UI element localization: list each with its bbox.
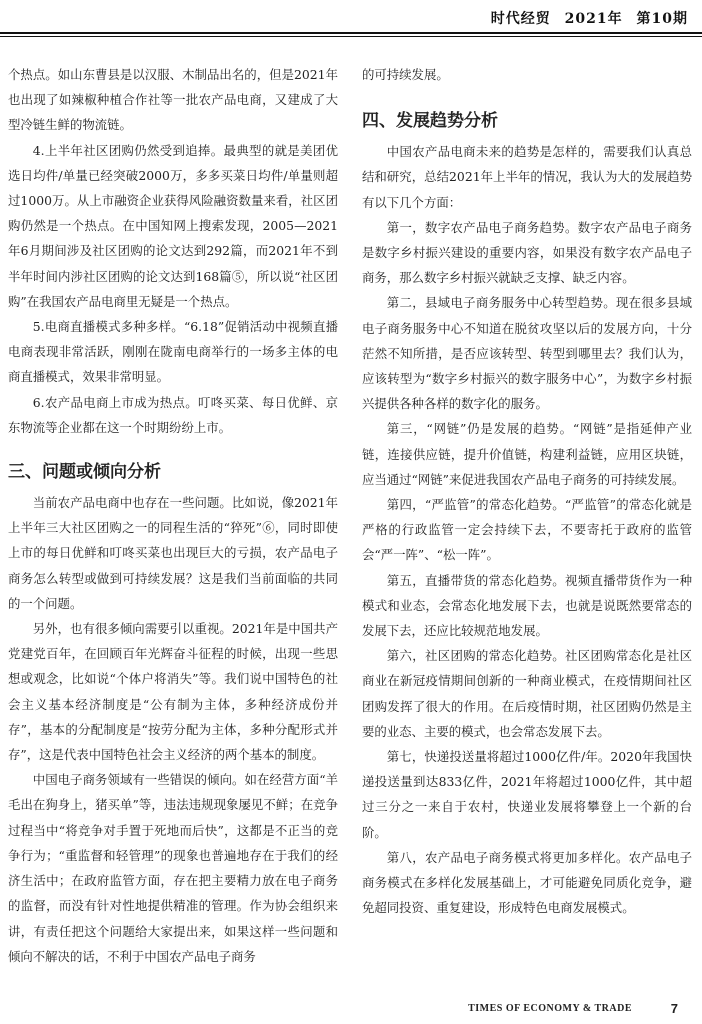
header-rule: [0, 32, 702, 34]
section-heading: 三、问题或倾向分析: [8, 462, 161, 483]
issue-number: 第10期: [636, 11, 688, 27]
body-paragraph: 第八，农产品电子商务模式将更加多样化。农产品电子商务模式在多样化发展基础上，才可能避免同质化竞争，避免超同投资、重复建设，形成特色电商发展模式。: [362, 849, 692, 916]
body-paragraph: 中国农产品电商未来的趋势是怎样的，需要我们认真总结和研究，总结2021年上半年的情况，我认为大的发展趋势有以下几个方面：: [362, 144, 692, 210]
right-column: [362, 62, 692, 921]
body-paragraph: 第二，县域电子商务服务中心转型趋势。现在很多县域电子商务服务中心不知道在脱贫攻坚以后的发展方向，十分茫然不知所措，是否应该转型、转型到哪里去？我们认为，应该转型为“数字乡村振兴的数字服务中心”，为数字乡村振兴提供各种各样的数字化的服务。: [362, 295, 692, 412]
body-paragraph: 5.电商直播模式多种多样。“6.18”促销活动中视频直播电商表现非常活跃，刚刚在陇南电商举行的一场多主体的电商直播模式，效果非常明显。: [8, 319, 338, 385]
publication-name: 时代经贸: [490, 11, 551, 27]
left-column: [8, 62, 338, 969]
body-paragraph: 第四，“严监管”的常态化趋势。“严监管”的常态化就是严格的行政监管一定会持续下去，不要寄托于政府的监管会“严一阵”、“松一阵”。: [362, 497, 692, 563]
body-paragraph: 第三，“网链”仍是发展的趋势。“网链”是指延伸产业链，连接供应链，提升价值链，构建利益链，应用区块链，应当通过“网链”来促进我国农产品电子商务的可持续发展。: [362, 421, 692, 487]
body-paragraph: 的可持续发展。: [362, 67, 449, 82]
section-heading: 四、发展趋势分析: [362, 111, 498, 132]
body-paragraph: 4.上半年社区团购仍然受到追捧。最典型的就是美团优选日均件/单量已经突破2000万，多多买菜日均件/单量则超过1000万。从上市融资企业获得风险融资数量来看，社区团购仍然是一个热点。在中国知网上搜索发现，2005—2021年6月期间涉及社区团购的论文达到292篇，而2021年不到半年时间内涉社区团购的论文达到168篇⑤，所以说“社区团购”在我国农产品电商里无疑是一个热点。: [8, 142, 338, 309]
body-paragraph: 第六，社区团购的常态化趋势。社区团购常态化是社区商业在新冠疫情期间创新的一种商业模式，在疫情期间社区团购发挥了很大的作用。在后疫情时期，社区团购仍然是主要的业态、主要的模式，也会常态发展下去。: [362, 648, 692, 739]
body-paragraph: 6.农产品电商上市成为热点。叮咚买菜、每日优鲜、京东物流等企业都在这一个时期纷纷上市。: [8, 394, 338, 435]
body-paragraph: 当前农产品电商中也存在一些问题。比如说，像2021年上半年三大社区团购之一的同程生活的“猝死”⑥，同时即使上市的每日优鲜和叮咚买菜也出现巨大的亏损，农产品电子商务怎么转型或做到可持续发展？这是我们当前面临的共同的一个问题。: [8, 495, 338, 611]
footer-brand: TIMES OF ECONOMY & TRADE: [468, 1003, 632, 1014]
body-paragraph: 第五，直播带货的常态化趋势。视频直播带货作为一种模式和业态，会常态化地发展下去，也就是说既然要常态的发展下去，还应比较规范地发展。: [362, 572, 692, 639]
body-paragraph: 第一，数字农产品电子商务趋势。数字农产品电子商务是数字乡村振兴建设的重要内容，如果没有数字农产品电子商务，那么数字乡村振兴就缺乏支撑、缺乏内容。: [362, 219, 692, 286]
issue-year: 2021年: [564, 11, 623, 27]
body-paragraph: 个热点。如山东曹县是以汉服、木制品出名的，但是2021年也出现了如辣椒种植合作社等一批农产品电商，又建成了大型冷链生鲜的物流链。: [8, 67, 338, 133]
page-number: 7: [670, 1001, 678, 1016]
page-footer: [0, 996, 702, 1014]
body-paragraph: 第七，快递投送量将超过1000亿件/年。2020年我国快递投送量到达833亿件，2021年将超过1000亿件，其中超过三分之一来自于农村，快递业发展将攀登上一个新的台阶。: [362, 749, 692, 840]
body-paragraph: 另外，也有很多倾向需要引以重视。2021年是中国共产党建党百年，在回顾百年光辉奋斗征程的时候，出现一些思想或观念，比如说“个体户将消失”等。我们说中国特色的社会主义基本经济制度是“公有制为主体，多种经济成份并存”，基本的分配制度是“按劳分配为主体，多种分配形式并存”，这是代表中国特色社会主义经济的两个基本的制度。: [8, 621, 338, 763]
header-rule-thin: [0, 36, 702, 37]
body-paragraph: 中国电子商务领域有一些错误的倾向。如在经营方面“羊毛出在狗身上，猪买单”等，违法违规现象屡见不鲜；在竞争过程当中“将竞争对手置于死地而后快”，这都是不正当的竞争行为；“重监督和轻管理”的现象也普遍地存在于我们的经济生活中；在政府监管方面，存在把主要精力放在电子商务的监督，而没有针对性地提供精准的管理。作为协会组织来讲，有责任把这个问题给大家提出来，如果这样一些问题和倾向不解决的话，不利于中国农产品电子商务: [8, 772, 338, 964]
page-header: [483, 8, 688, 28]
